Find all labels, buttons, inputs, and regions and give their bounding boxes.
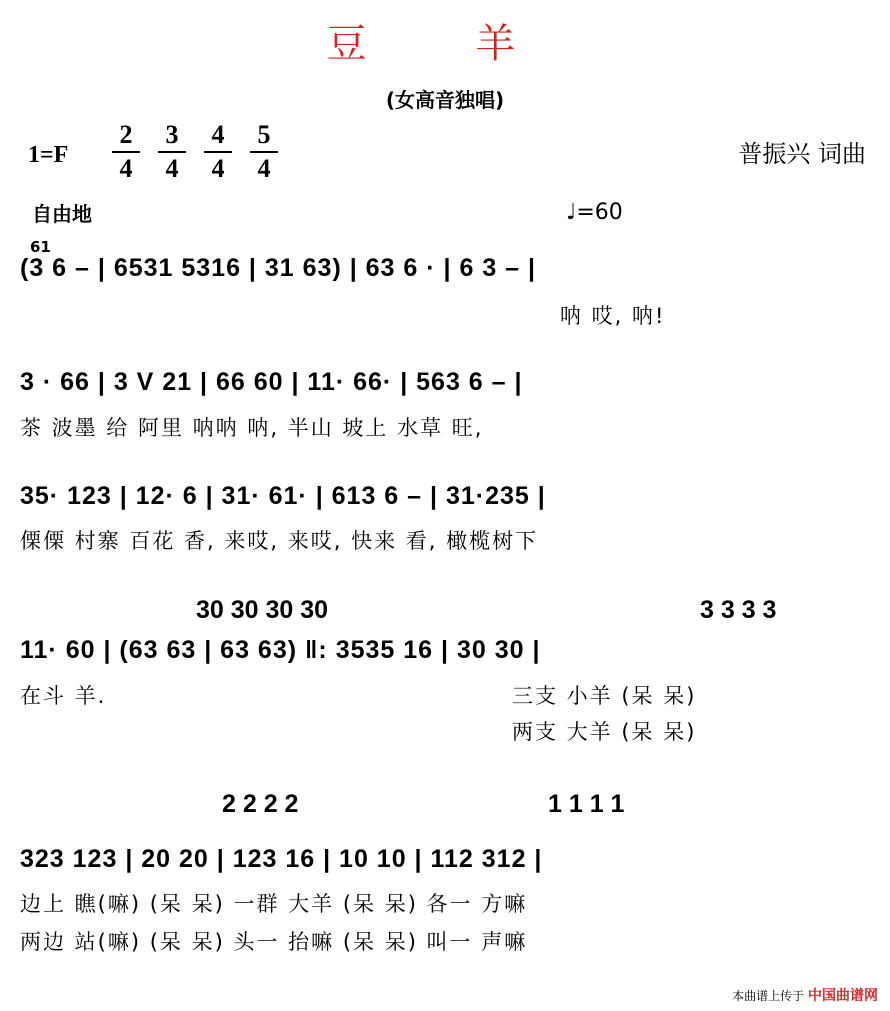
song-title: 豆 羊 bbox=[326, 21, 564, 67]
lyrics-line-4a: 在斗 羊. bbox=[20, 684, 107, 708]
score-line-2: 3 · 66 | 3 V 21 | 66 60 | 11· 66· | 563 6 – | bbox=[20, 368, 523, 396]
upper-voice-line-5-right: 1 1 1 1 bbox=[548, 790, 625, 818]
song-subtitle: (女高音独唱) bbox=[385, 88, 505, 112]
lyrics-line-2: 茶 波墨 给 阿里 呐呐 呐, 半山 坡上 水草 旺, bbox=[20, 416, 484, 440]
time-signature-3-4: 3 4 bbox=[158, 120, 186, 184]
footer-label: 本曲谱上传于 bbox=[732, 989, 805, 1003]
lyrics-line-3: 傈傈 村寨 百花 香, 来哎, 来哎, 快来 看, 橄榄树下 bbox=[20, 529, 539, 553]
time-signature-2-4: 2 4 bbox=[112, 120, 140, 184]
score-line-4: 11· 60 | (63 63 | 63 63) ‖: 3535 16 | 30 30 | bbox=[20, 636, 541, 664]
composer-credit: 普振兴 词曲 bbox=[738, 140, 866, 168]
score-line-5: 323 123 | 20 20 | 123 16 | 10 10 | 112 312 | bbox=[20, 845, 543, 873]
metronome-marking: ♩=60 bbox=[566, 200, 623, 225]
footer-source bbox=[732, 985, 878, 1005]
upper-voice-line-5-left: 2 2 2 2 bbox=[222, 790, 299, 818]
lyrics-line-4c: 两支 大羊 (呆 呆) bbox=[512, 720, 697, 744]
lyrics-line-1: 呐 哎, 呐! bbox=[560, 304, 666, 328]
lyrics-line-5a: 边上 瞧(嘛) (呆 呆) 一群 大羊 (呆 呆) 各一 方嘛 bbox=[20, 892, 528, 916]
score-line-3: 35· 123 | 12· 6 | 31· 61· | 613 6 – | 31·235 | bbox=[20, 482, 546, 510]
grace-note: 61 bbox=[30, 238, 51, 256]
lyrics-line-4b: 三支 小羊 (呆 呆) bbox=[512, 684, 697, 708]
footer-site-logo[interactable]: 中国曲谱网 bbox=[808, 988, 878, 1004]
score-line-1: (3 6 – | 6531 5316 | 31 63) | 63 6 · | 6 3 – | bbox=[20, 254, 537, 282]
key-signature: 1=F bbox=[28, 142, 69, 168]
time-signature-5-4: 5 4 bbox=[250, 120, 278, 184]
upper-voice-line-4-right: 3 3 3 3 bbox=[700, 596, 777, 624]
lyrics-line-5b: 两边 站(嘛) (呆 呆) 头一 抬嘛 (呆 呆) 叫一 声嘛 bbox=[20, 930, 528, 954]
tempo-marking: 自由地 bbox=[32, 202, 92, 226]
upper-voice-line-4: 30 30 30 30 bbox=[196, 596, 329, 624]
time-signature-4-4: 4 4 bbox=[204, 120, 232, 184]
